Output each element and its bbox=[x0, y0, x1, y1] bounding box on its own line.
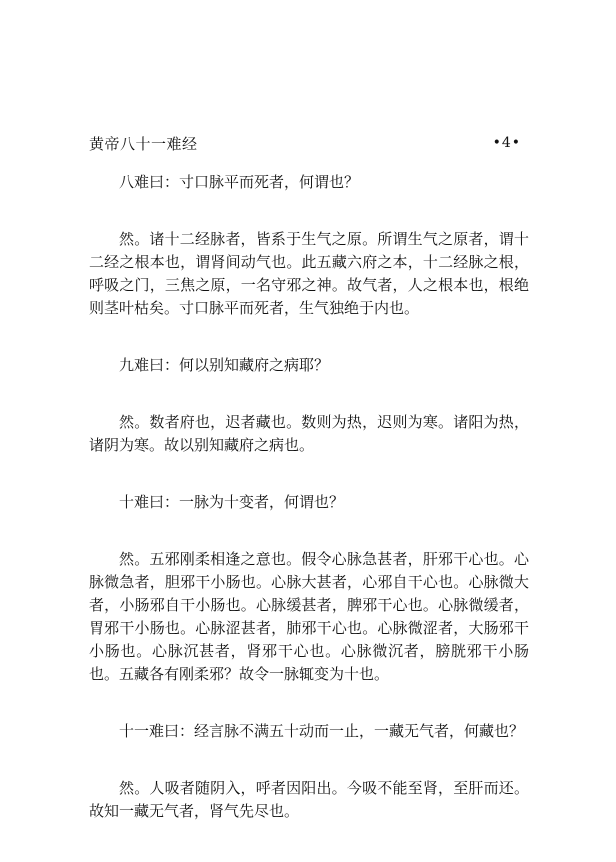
text-body bbox=[89, 171, 529, 857]
page-number: •4• bbox=[492, 135, 521, 151]
answer-8: 然。诸十二经脉者，皆系于生气之原。所谓生气之原者，谓十二经之根本也，谓肾间动气也。此五藏六府之本，十二经脉之根，呼吸之门，三焦之原，一名守邪之神。故气者，人之根本也，根绝则茎叶枯矣。寸口脉平而死者，生气独绝于内也。 bbox=[89, 230, 529, 317]
question-10: 十难曰：一脉为十变者，何谓也？ bbox=[119, 493, 345, 511]
question-8: 八难曰：寸口脉平而死者，何谓也？ bbox=[119, 173, 360, 191]
answer-9: 然。数者府也，迟者藏也。数则为热，迟则为寒。诸阳为热，诸阴为寒。故以别知藏府之病也。 bbox=[89, 413, 529, 454]
running-header bbox=[89, 131, 521, 155]
book-title: 黄帝八十一难经 bbox=[89, 134, 198, 153]
answer-11: 然。人吸者随阴入，呼者因阳出。今吸不能至肾，至肝而还。故知一藏无气者，肾气先尽也。 bbox=[89, 779, 529, 820]
answer-10: 然。五邪刚柔相逢之意也。假令心脉急甚者，肝邪干心也。心脉微急者，胆邪干小肠也。心脉大甚者，心邪自干心也。心脉微大者，小肠邪自干小肠也。心脉缓甚者，脾邪干心也。心脉微缓者，胃邪干小肠也。心脉涩甚者，肺邪干心也。心脉微涩者，大肠邪干小肠也。心脉沉甚者，肾邪干心也。心脉微沉者，膀胱邪干小肠也。五藏各有刚柔邪？故令一脉辄变为十也。 bbox=[89, 550, 529, 683]
question-9: 九难曰：何以别知藏府之病耶？ bbox=[119, 356, 330, 374]
question-11: 十一难曰：经言脉不满五十动而一止，一藏无气者，何藏也？ bbox=[119, 722, 525, 740]
